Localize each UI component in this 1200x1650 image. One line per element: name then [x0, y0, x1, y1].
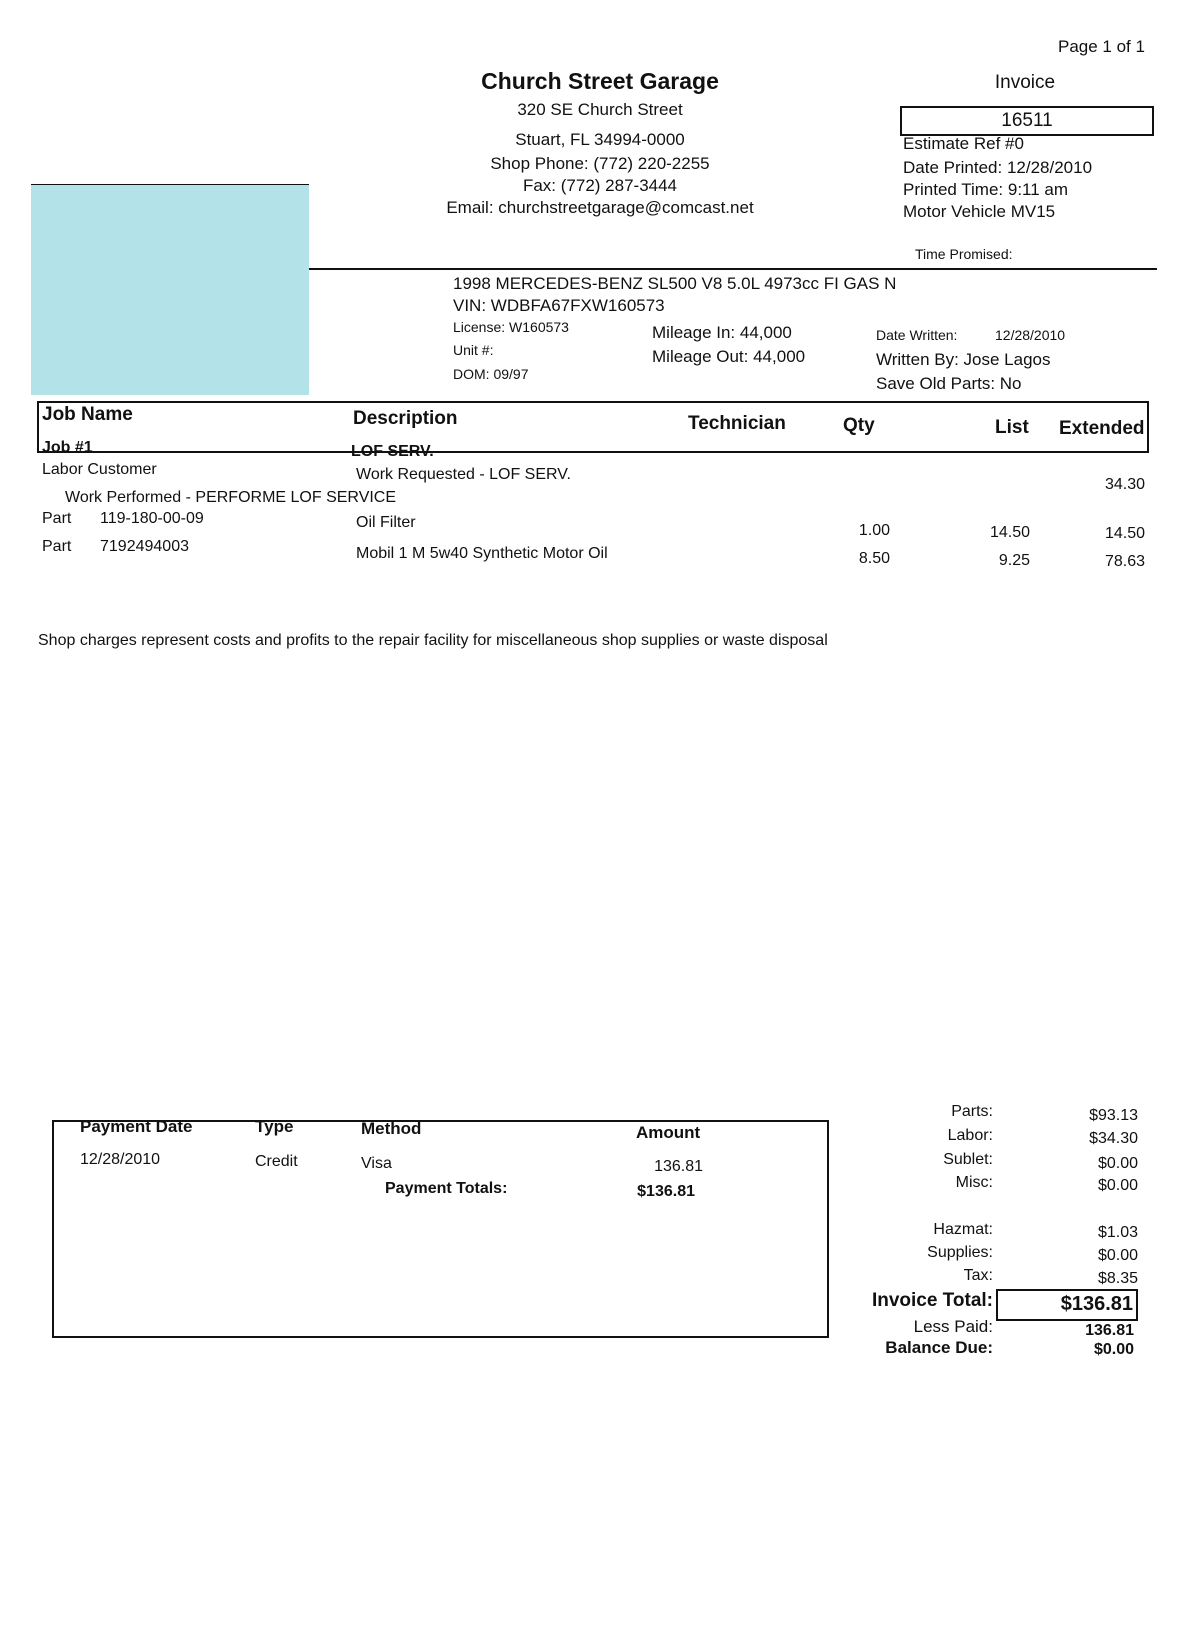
job-name: Job #1: [42, 439, 93, 456]
part-qty: 8.50: [858, 550, 890, 567]
customer-divider: [31, 184, 309, 185]
supplies-label: Supplies:: [927, 1244, 993, 1261]
invoice-total-label: Invoice Total:: [871, 1290, 993, 1311]
hazmat-total: $1.03: [1097, 1224, 1138, 1241]
vehicle-license: License: W160573: [453, 319, 569, 335]
payment-type-header: Type: [255, 1117, 294, 1136]
mileage-out: Mileage Out: 44,000: [652, 347, 806, 366]
shop-name: Church Street Garage: [481, 68, 719, 94]
invoice-total: $136.81: [1060, 1293, 1133, 1315]
part-list: 14.50: [989, 524, 1030, 541]
shop-address-2: Stuart, FL 34994-0000: [515, 130, 685, 149]
col-job-name: Job Name: [42, 404, 133, 425]
less-paid-total: 136.81: [1085, 1322, 1134, 1339]
labor-label: Labor Customer: [42, 461, 157, 478]
vehicle-unit: Unit #:: [453, 342, 494, 358]
part-type: Part: [42, 538, 72, 555]
payment-type: Credit: [255, 1153, 298, 1170]
motor-vehicle: Motor Vehicle MV15: [903, 202, 1056, 221]
payment-totals-value: $136.81: [637, 1183, 695, 1200]
shop-phone: Shop Phone: (772) 220-2255: [490, 154, 710, 173]
redacted-customer-block: [31, 185, 309, 395]
labor-extended: 34.30: [1104, 476, 1145, 493]
sublet-label: Sublet:: [943, 1151, 993, 1168]
payment-box: [52, 1120, 829, 1338]
page-number: Page 1 of 1: [1058, 37, 1145, 56]
col-qty: Qty: [843, 415, 875, 436]
save-old-parts: Save Old Parts: No: [876, 374, 1022, 393]
part-description: Oil Filter: [356, 514, 416, 531]
payment-date: 12/28/2010: [80, 1151, 161, 1168]
date-written: 12/28/2010: [995, 327, 1066, 343]
payment-amount-header: Amount: [636, 1123, 701, 1142]
col-extended: Extended: [1059, 418, 1145, 439]
payment-totals-label: Payment Totals:: [385, 1180, 508, 1197]
labor-total: $34.30: [1089, 1130, 1138, 1147]
part-description: Mobil 1 M 5w40 Synthetic Motor Oil: [356, 545, 608, 562]
misc-total: $0.00: [1097, 1177, 1138, 1194]
mileage-in: Mileage In: 44,000: [652, 323, 792, 342]
parts-total: $93.13: [1089, 1107, 1138, 1124]
date-written-label: Date Written:: [876, 327, 958, 343]
payment-amount: 136.81: [654, 1158, 703, 1175]
misc-label: Misc:: [955, 1174, 993, 1191]
table-header-box: [37, 401, 1149, 453]
part-qty: 1.00: [858, 522, 890, 539]
shop-email: Email: churchstreetgarage@comcast.net: [446, 198, 754, 217]
invoice-number: 16511: [900, 106, 1154, 136]
col-list: List: [995, 417, 1029, 438]
shop-charges-note: Shop charges represent costs and profits to the repair facility for miscellaneous shop supplies or waste disposal: [38, 632, 828, 649]
tax-total: $8.35: [1097, 1270, 1138, 1287]
payment-date-header: Payment Date: [80, 1117, 193, 1136]
part-type: Part: [42, 510, 72, 527]
sublet-total: $0.00: [1097, 1155, 1138, 1172]
part-extended: 78.63: [1104, 553, 1145, 570]
vehicle-vin: VIN: WDBFA67FXW160573: [453, 296, 665, 315]
payment-method: Visa: [361, 1155, 392, 1172]
written-by: Written By: Jose Lagos: [876, 350, 1051, 369]
shop-fax: Fax: (772) 287-3444: [522, 176, 678, 195]
work-requested: Work Requested - LOF SERV.: [356, 466, 571, 483]
vehicle-description: 1998 MERCEDES-BENZ SL500 V8 5.0L 4973cc FI GAS N: [453, 274, 897, 293]
part-number: 119-180-00-09: [100, 510, 204, 527]
vehicle-divider: [309, 268, 1157, 270]
labor-label-summary: Labor:: [947, 1127, 993, 1144]
part-list: 9.25: [998, 552, 1030, 569]
col-description: Description: [353, 408, 458, 429]
estimate-ref: Estimate Ref #0: [903, 134, 1024, 153]
balance-due-total: $0.00: [1093, 1341, 1134, 1358]
col-technician: Technician: [688, 413, 786, 434]
work-performed: Work Performed - PERFORME LOF SERVICE: [65, 489, 397, 506]
tax-label: Tax:: [963, 1267, 993, 1284]
hazmat-label: Hazmat:: [933, 1221, 993, 1238]
job-title: LOF SERV.: [351, 443, 434, 460]
shop-address-1: 320 SE Church Street: [517, 100, 683, 119]
time-promised: Time Promised:: [915, 246, 1013, 262]
payment-method-header: Method: [361, 1119, 422, 1138]
part-extended: 14.50: [1104, 525, 1145, 542]
printed-time: Printed Time: 9:11 am: [903, 180, 1069, 199]
parts-label: Parts:: [951, 1103, 993, 1120]
invoice-label: Invoice: [994, 72, 1056, 93]
part-number: 7192494003: [100, 538, 189, 555]
vehicle-dom: DOM: 09/97: [453, 366, 529, 382]
less-paid-label: Less Paid:: [913, 1317, 993, 1336]
supplies-total: $0.00: [1097, 1247, 1138, 1264]
balance-due-label: Balance Due:: [885, 1338, 993, 1357]
date-printed: Date Printed: 12/28/2010: [903, 158, 1093, 177]
